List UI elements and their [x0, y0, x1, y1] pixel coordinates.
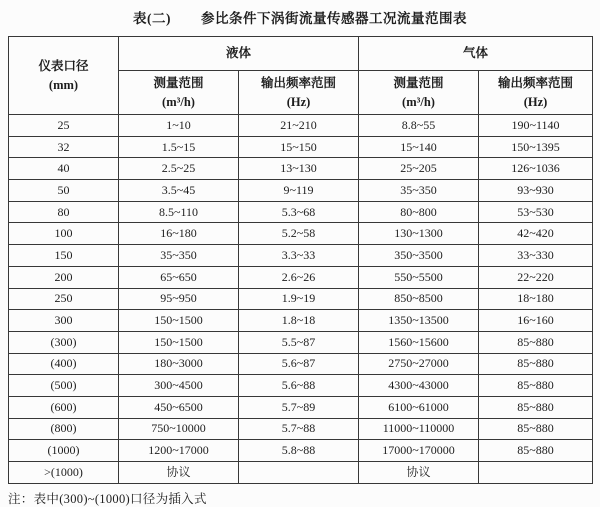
table-row	[9, 310, 593, 332]
table-row	[9, 115, 593, 137]
cell-gas-freq: 190~1140	[479, 115, 593, 137]
table-row	[9, 180, 593, 202]
cell-liquid-freq: 9~119	[239, 180, 359, 202]
table-row	[9, 331, 593, 353]
cell-liquid-freq: 5.7~88	[239, 418, 359, 440]
cell-gas-range: 850~8500	[359, 288, 479, 310]
header-diameter-unit: (mm)	[48, 77, 79, 92]
cell-gas-freq: 18~180	[479, 288, 593, 310]
cell-gas-freq: 126~1036	[479, 158, 593, 180]
table-row	[9, 245, 593, 267]
cell-diameter: 200	[9, 266, 119, 288]
table-row	[9, 223, 593, 245]
cell-diameter: 50	[9, 180, 119, 202]
table-number: 表(二)	[133, 11, 171, 26]
cell-liquid-range: 65~650	[119, 266, 239, 288]
cell-gas-freq: 93~930	[479, 180, 593, 202]
cell-diameter: >(1000)	[9, 462, 119, 484]
cell-gas-freq	[479, 462, 593, 484]
cell-liquid-range: 450~6500	[119, 396, 239, 418]
cell-liquid-freq: 13~130	[239, 158, 359, 180]
cell-liquid-freq: 1.9~19	[239, 288, 359, 310]
header-liquid-freq-unit: (Hz)	[286, 94, 311, 109]
cell-diameter: (600)	[9, 396, 119, 418]
table-row	[9, 201, 593, 223]
cell-gas-range: 35~350	[359, 180, 479, 202]
table-row	[9, 375, 593, 397]
header-gas-freq-unit: (Hz)	[523, 94, 548, 109]
cell-gas-range: 协议	[359, 462, 479, 484]
cell-gas-range: 17000~170000	[359, 440, 479, 462]
cell-liquid-range: 750~10000	[119, 418, 239, 440]
cell-gas-range: 8.8~55	[359, 115, 479, 137]
cell-diameter: 32	[9, 136, 119, 158]
cell-liquid-freq: 2.6~26	[239, 266, 359, 288]
cell-diameter: (800)	[9, 418, 119, 440]
cell-diameter: 80	[9, 201, 119, 223]
cell-gas-range: 25~205	[359, 158, 479, 180]
header-gas-range	[359, 71, 479, 115]
table-row	[9, 418, 593, 440]
cell-liquid-freq: 21~210	[239, 115, 359, 137]
header-diameter	[9, 37, 119, 115]
cell-gas-freq: 33~330	[479, 245, 593, 267]
cell-diameter: 100	[9, 223, 119, 245]
header-gas-range-label: 测量范围	[393, 76, 444, 91]
cell-gas-freq: 85~880	[479, 418, 593, 440]
header-liquid-freq	[239, 71, 359, 115]
header-group-liquid: 液体	[119, 37, 359, 71]
cell-gas-freq: 85~880	[479, 331, 593, 353]
header-liquid-range-unit: (m³/h)	[162, 94, 195, 109]
cell-liquid-range: 1.5~15	[119, 136, 239, 158]
cell-liquid-freq: 5.5~87	[239, 331, 359, 353]
header-group-gas: 气体	[359, 37, 593, 71]
cell-liquid-freq: 5.7~89	[239, 396, 359, 418]
cell-diameter: 300	[9, 310, 119, 332]
cell-liquid-range: 180~3000	[119, 353, 239, 375]
cell-liquid-range: 300~4500	[119, 375, 239, 397]
cell-gas-range: 80~800	[359, 201, 479, 223]
cell-gas-freq: 22~220	[479, 266, 593, 288]
cell-liquid-freq: 5.6~87	[239, 353, 359, 375]
cell-gas-freq: 42~420	[479, 223, 593, 245]
cell-gas-freq: 85~880	[479, 396, 593, 418]
cell-liquid-freq: 5.2~58	[239, 223, 359, 245]
cell-diameter: (500)	[9, 375, 119, 397]
cell-liquid-range: 150~1500	[119, 331, 239, 353]
cell-gas-freq: 150~1395	[479, 136, 593, 158]
header-gas-freq	[479, 71, 593, 115]
cell-gas-range: 6100~61000	[359, 396, 479, 418]
table-row	[9, 396, 593, 418]
cell-liquid-range: 1200~17000	[119, 440, 239, 462]
table-row	[9, 158, 593, 180]
header-gas-freq-label: 输出频率范围	[498, 76, 574, 91]
header-liquid-range-label: 测量范围	[153, 76, 204, 91]
table-row	[9, 462, 593, 484]
cell-gas-range: 130~1300	[359, 223, 479, 245]
footnote: 注：表中(300)~(1000)口径为插入式	[8, 491, 207, 506]
cell-diameter: 250	[9, 288, 119, 310]
cell-liquid-range: 95~950	[119, 288, 239, 310]
cell-liquid-freq: 5.3~68	[239, 201, 359, 223]
header-liquid-freq-label: 输出频率范围	[261, 76, 337, 91]
flow-range-table	[8, 36, 593, 484]
cell-liquid-freq	[239, 462, 359, 484]
table-row	[9, 440, 593, 462]
cell-gas-range: 15~140	[359, 136, 479, 158]
cell-diameter: (1000)	[9, 440, 119, 462]
cell-diameter: 150	[9, 245, 119, 267]
cell-gas-freq: 85~880	[479, 440, 593, 462]
cell-liquid-freq: 3.3~33	[239, 245, 359, 267]
cell-diameter: 25	[9, 115, 119, 137]
cell-diameter: 40	[9, 158, 119, 180]
cell-gas-freq: 85~880	[479, 353, 593, 375]
cell-diameter: (400)	[9, 353, 119, 375]
cell-liquid-range: 1~10	[119, 115, 239, 137]
cell-liquid-range: 8.5~110	[119, 201, 239, 223]
table-row	[9, 266, 593, 288]
table-row	[9, 136, 593, 158]
cell-liquid-freq: 15~150	[239, 136, 359, 158]
cell-liquid-range: 3.5~45	[119, 180, 239, 202]
table-title	[0, 0, 600, 27]
cell-gas-range: 550~5500	[359, 266, 479, 288]
table-body	[9, 115, 593, 484]
cell-gas-range: 4300~43000	[359, 375, 479, 397]
cell-gas-range: 1350~13500	[359, 310, 479, 332]
cell-liquid-range: 2.5~25	[119, 158, 239, 180]
header-gas-range-unit: (m³/h)	[402, 94, 435, 109]
table-row	[9, 353, 593, 375]
cell-diameter: (300)	[9, 331, 119, 353]
table-title-text: 参比条件下涡街流量传感器工况流量范围表	[201, 11, 467, 26]
cell-liquid-freq: 5.6~88	[239, 375, 359, 397]
cell-gas-freq: 53~530	[479, 201, 593, 223]
cell-gas-freq: 85~880	[479, 375, 593, 397]
cell-gas-range: 2750~27000	[359, 353, 479, 375]
cell-liquid-range: 协议	[119, 462, 239, 484]
cell-liquid-range: 35~350	[119, 245, 239, 267]
cell-gas-freq: 16~160	[479, 310, 593, 332]
cell-liquid-freq: 5.8~88	[239, 440, 359, 462]
cell-liquid-freq: 1.8~18	[239, 310, 359, 332]
cell-gas-range: 1560~15600	[359, 331, 479, 353]
cell-gas-range: 11000~110000	[359, 418, 479, 440]
cell-liquid-range: 150~1500	[119, 310, 239, 332]
header-diameter-label: 仪表口径	[38, 59, 89, 74]
cell-liquid-range: 16~180	[119, 223, 239, 245]
table-row	[9, 288, 593, 310]
cell-gas-range: 350~3500	[359, 245, 479, 267]
header-liquid-range	[119, 71, 239, 115]
